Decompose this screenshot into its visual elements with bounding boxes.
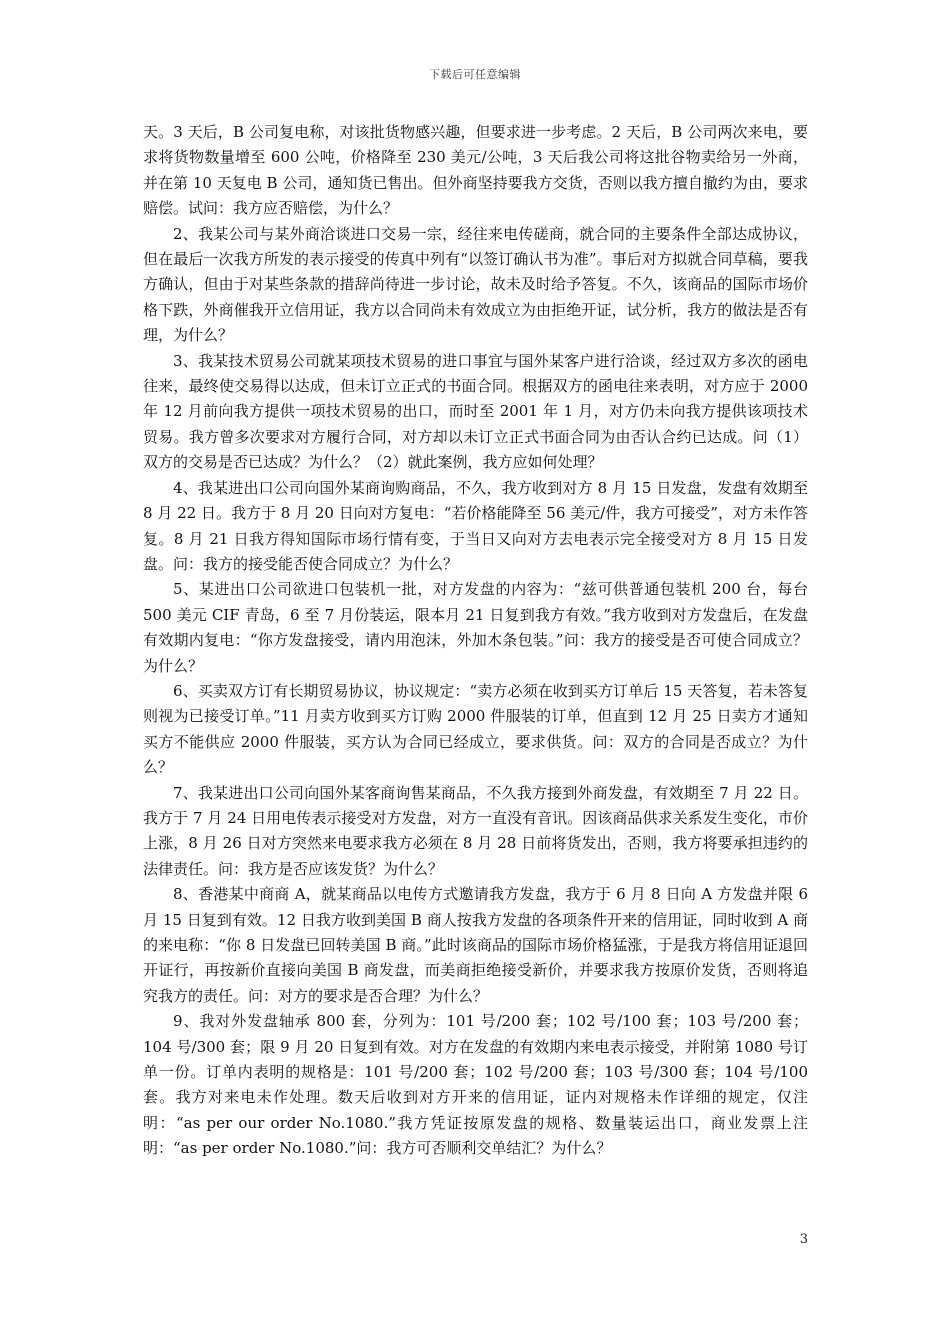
case-9-paragraph: 9、我对外发盘轴承 800 套，分列为：101 号/200 套；102 号/100 套；103 号/200 套；104 号/300 套；限 9 月 20 日复到有效。对方在发盘的有效期内来电表示接受，并附第 1080 号订单一份。订单内表明的规格是：101 号/200 套；102 号/200 套；103 号/300 套；104 号/100 套。我方对来电未作处理。数天后收到对方开来的信用证，证内对规格未作详细的规定，仅注明：“as per our order No.1080.”我方凭证按原发盘的规格、数量装运出口，商业发票上注明：“as per order No.1080.”问：我方可否顺利交单结汇？为什么？ xyxy=(143,1012,808,1158)
page-number: 3 xyxy=(799,1232,808,1247)
case-4-paragraph: 4、我某进出口公司向国外某商询购商品，不久，我方收到对方 8 月 15 日发盘，发盘有效期至 8 月 22 日。我方于 8 月 20 日向对方复电：“若价格能降至 56 美元/件，我方可接受”，对方未作答复。8 月 21 日我方得知国际市场行情有变，于当日又向对方去电表示完全接受对方 8 月 15 日发盘。问：我方的接受能否使合同成立？为什么？ xyxy=(143,478,808,573)
document-body xyxy=(143,120,808,1162)
case-2-paragraph: 2、我某公司与某外商洽谈进口交易一宗，经往来电传磋商，就合同的主要条件全部达成协议，但在最后一次我方所发的表示接受的传真中列有“以签订确认书为准”。事后对方拟就合同草稿，要我方确认，但由于对某些条款的措辞尚待进一步讨论，故未及时给予答复。不久，该商品的国际市场价格下跌，外商催我开立信用证，我方以合同尚未有效成立为由拒绝开证，试分析，我方的做法是否有理，为什么？ xyxy=(143,224,808,345)
case-6-paragraph: 6、买卖双方订有长期贸易协议，协议规定：“卖方必须在收到买方订单后 15 天答复，若未答复则视为已接受订单。”11 月卖方收到买方订购 2000 件服装的订单，但直到 12 月 25 日卖方才通知买方不能供应 2000 件服装，买方认为合同已经成立，要求供货。问：双方的合同是否成立？为什么？ xyxy=(143,681,808,777)
paragraph-continuation: 天。3 天后，B 公司复电称，对该批货物感兴趣，但要求进一步考虑。2 天后，B 公司两次来电，要求将货物数量增至 600 公吨，价格降至 230 美元/公吨，3 天后我公司将这批谷物卖给另一外商，并在第 10 天复电 B 公司，通知货已售出。但外商坚持要我方交货，否则以我方擅自撤约为由，要求赔偿。试问：我方应否赔偿，为什么？ xyxy=(143,123,808,218)
case-7-paragraph: 7、我某进出口公司向国外某客商询售某商品，不久我方接到外商发盘，有效期至 7 月 22 日。我方于 7 月 24 日用电传表示接受对方发盘，对方一直没有音讯。因该商品供求关系发生变化，市价上涨，8 月 26 日对方突然来电要求我方必须在 8 月 28 日前将货发出，否则，我方将要承担违约的法律责任。问：我方是否应该发货？为什么？ xyxy=(143,783,808,878)
case-3-paragraph: 3、我某技术贸易公司就某项技术贸易的进口事宜与国外某客户进行洽谈，经过双方多次的函电往来，最终使交易得以达成，但未订立正式的书面合同。根据双方的函电往来表明，对方应于 2000 年 12 月前向我方提供一项技术贸易的出口，而时至 2001 年 1 月，对方仍未向我方提供该项技术贸易。我方曾多次要求对方履行合同，对方却以未订立正式书面合同为由否认合约已达成。问（1）双方的交易是否已达成？为什么？（2）就此案例，我方应如何处理？ xyxy=(143,351,808,472)
page-header: 下载后可任意编辑 xyxy=(429,68,521,81)
case-5-paragraph: 5、某进出口公司欲进口包装机一批，对方发盘的内容为：“兹可供普通包装机 200 台，每台 500 美元 CIF 青岛，6 至 7 月份装运，限本月 21 日复到我方有效。”我方收到对方发盘后，在发盘有效期内复电：“你方发盘接受，请内用泡沫，外加木条包装。”问：我方的接受是否可使合同成立？为什么？ xyxy=(143,580,808,675)
case-8-paragraph: 8、香港某中商商 A，就某商品以电传方式邀请我方发盘，我方于 6 月 8 日向 A 方发盘并限 6 月 15 日复到有效。12 日我方收到美国 B 商人按我方发盘的各项条件开来的信用证，同时收到 A 商的来电称：“你 8 日发盘已回转美国 B 商。”此时该商品的国际市场价格猛涨，于是我方将信用证退回开证行，再按新价直接向美国 B 商发盘，而美商拒绝接受新价，并要求我方按原价发货，否则将追究我方的责任。问：对方的要求是否合理？为什么？ xyxy=(143,885,808,1005)
